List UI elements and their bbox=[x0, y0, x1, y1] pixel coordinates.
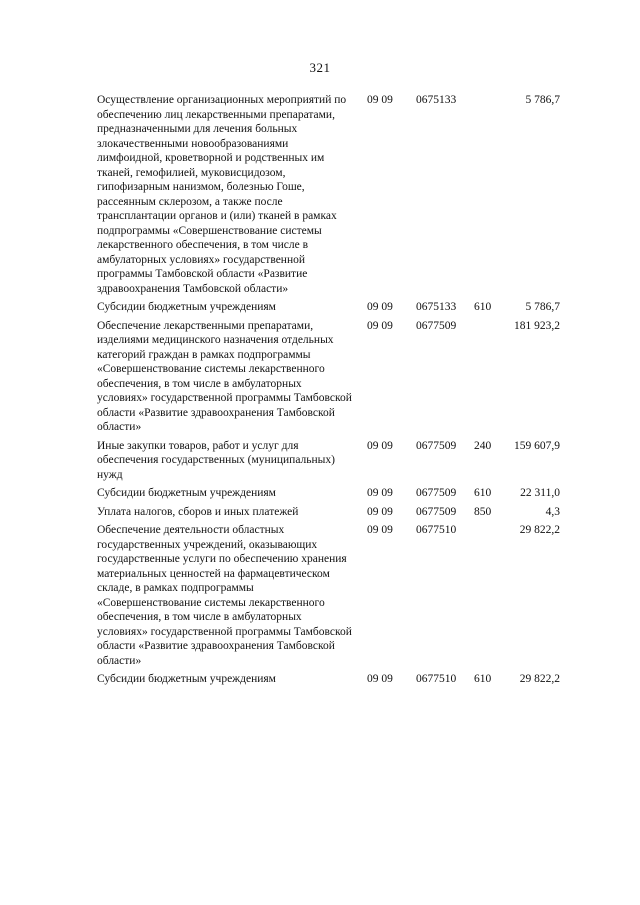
row-section: 09 09 bbox=[367, 94, 393, 106]
row-description: Иные закупки товаров, работ и услуг для обеспечения государственных (муниципальных) нужд bbox=[97, 439, 335, 481]
row-description: Осуществление организационных мероприятий по обеспечению лиц лекарственными препаратами, предназначенными для лечения больных злокачественными новообразованиями лимфоидной, кроветворной и родственных им тканей, гемофилией, муковисцидозом, гипофизарным нанизмом, болезнью Гоше, рассеянным склерозом, а также после трансплантации органов и (или) тканей в рамках подпрограммы «Совершенствование системы лекарственного обеспечения, в том числе в амбулаторных условиях» государственной программы Тамбовской области «Развитие здравоохранения Тамбовской области» bbox=[97, 94, 347, 295]
row-section: 09 09 bbox=[367, 439, 393, 452]
row-description: Субсидии бюджетным учреждениям bbox=[97, 487, 276, 499]
table-row bbox=[97, 672, 560, 691]
table-row bbox=[97, 439, 560, 487]
row-description: Субсидии бюджетным учреждениям bbox=[97, 673, 276, 685]
table-row bbox=[97, 523, 560, 672]
page-number: 321 bbox=[309, 60, 331, 75]
row-target-article: 0677509 bbox=[416, 439, 457, 452]
row-target-article: 0677509 bbox=[416, 487, 457, 499]
row-section: 09 09 bbox=[367, 319, 393, 332]
row-target-article: 0675133 bbox=[416, 301, 457, 313]
row-amount: 5 786,7 bbox=[525, 94, 560, 106]
row-target-article: 0675133 bbox=[416, 94, 457, 106]
row-expense-type: 610 bbox=[474, 301, 492, 313]
row-section: 09 09 bbox=[367, 301, 393, 313]
row-amount: 4,3 bbox=[545, 505, 560, 518]
row-expense-type: 610 bbox=[474, 673, 492, 685]
table-row bbox=[97, 505, 560, 524]
row-amount: 29 822,2 bbox=[519, 524, 560, 536]
row-expense-type bbox=[474, 93, 514, 300]
row-target-article: 0677509 bbox=[416, 319, 457, 332]
row-description: Обеспечение лекарственными препаратами, изделиями медицинского назначения отдельных категорий граждан в рамках подпрограммы «Совершенствование системы лекарственного обеспечения, в том числе в амбулаторных условиях» государственной программы Тамбовской области «Развитие здравоохранения Тамбовской области» bbox=[97, 319, 352, 433]
row-section: 09 09 bbox=[367, 487, 393, 499]
row-amount: 22 311,0 bbox=[520, 487, 560, 499]
row-amount: 159 607,9 bbox=[514, 439, 560, 452]
row-target-article: 0677509 bbox=[416, 505, 457, 518]
row-description: Субсидии бюджетным учреждениям bbox=[97, 301, 276, 313]
row-amount: 5 786,7 bbox=[525, 301, 560, 313]
row-target-article: 0677510 bbox=[416, 673, 457, 685]
budget-table bbox=[97, 93, 560, 691]
row-target-article: 0677510 bbox=[416, 524, 457, 536]
row-expense-type: 240 bbox=[474, 439, 492, 452]
table-row bbox=[97, 486, 560, 505]
row-expense-type: 610 bbox=[474, 487, 492, 499]
table-row bbox=[97, 300, 560, 319]
row-section: 09 09 bbox=[367, 524, 393, 536]
row-expense-type: 850 bbox=[474, 505, 492, 518]
row-description: Обеспечение деятельности областных государственных учреждений, оказывающих государственные услуги по обеспечению хранения материальных ценностей на фармацевтическом складе, в рамках подпрограммы «Совершенствование системы лекарственного обеспечения, в том числе в амбулаторных условиях» государственной программы Тамбовской области «Развитие здравоохранения Тамбовской области» bbox=[97, 524, 352, 667]
table-row bbox=[97, 93, 560, 300]
row-expense-type bbox=[474, 523, 514, 672]
table-row bbox=[97, 319, 560, 439]
row-amount: 181 923,2 bbox=[514, 319, 560, 332]
row-section: 09 09 bbox=[367, 673, 393, 685]
row-amount: 29 822,2 bbox=[519, 673, 560, 685]
row-expense-type bbox=[474, 319, 514, 439]
row-section: 09 09 bbox=[367, 505, 393, 518]
row-description: Уплата налогов, сборов и иных платежей bbox=[97, 505, 299, 518]
